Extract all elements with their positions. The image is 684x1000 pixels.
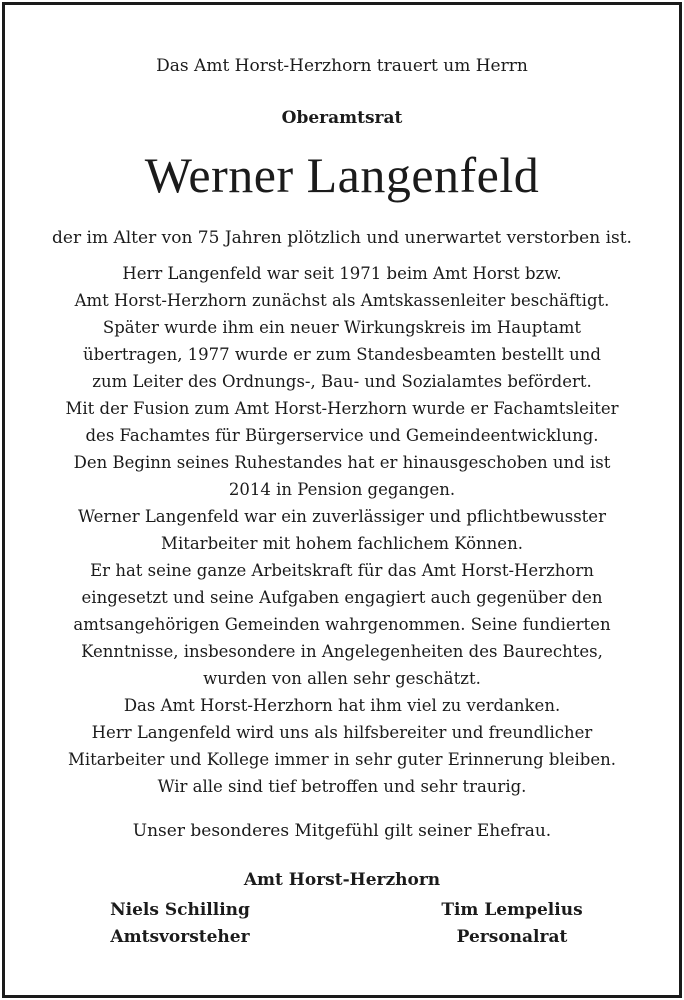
body-line: zum Leiter des Ordnungs-, Bau- und Sozialamtes befördert. xyxy=(92,372,592,391)
age-line: der im Alter von 75 Jahren plötzlich und unerwartet verstorben ist. xyxy=(52,228,632,248)
body-line: Herr Langenfeld wird uns als hilfsbereiter und freundlicher xyxy=(91,723,593,742)
body-line: des Fachamtes für Bürgerservice und Gemeindeentwicklung. xyxy=(85,426,599,445)
signatory-role: Amtsvorsteher xyxy=(110,927,250,947)
body-line: Herr Langenfeld war seit 1971 beim Amt Horst bzw. xyxy=(122,264,562,283)
signatory-right xyxy=(402,897,622,951)
signatory-left xyxy=(70,897,290,951)
deceased-rank: Oberamtsrat xyxy=(281,108,403,128)
body-line: eingesetzt und seine Aufgaben engagiert auch gegenüber den xyxy=(81,588,603,607)
body-line: 2014 in Pension gegangen. xyxy=(228,480,456,499)
body-line: amtsangehörigen Gemeinden wahrgenommen. Seine fundierten xyxy=(73,615,611,634)
obituary-frame xyxy=(2,2,682,998)
body-line: Den Beginn seines Ruhestandes hat er hinausgeschoben und ist xyxy=(73,453,611,472)
body-line: Wir alle sind tief betroffen und sehr traurig. xyxy=(157,777,527,796)
body-line: Kenntnisse, insbesondere in Angelegenheiten des Baurechtes, xyxy=(81,642,603,661)
body-line: wurden von allen sehr geschätzt. xyxy=(203,669,481,688)
body-line: Später wurde ihm ein neuer Wirkungskreis im Hauptamt xyxy=(102,318,582,337)
condolence-line: Unser besonderes Mitgefühl gilt seiner Ehefrau. xyxy=(132,821,552,841)
body-line: Mitarbeiter und Kollege immer in sehr guter Erinnerung bleiben. xyxy=(67,750,616,769)
body-line: übertragen, 1977 wurde er zum Standesbeamten bestellt und xyxy=(83,345,601,364)
signatory-name: Niels Schilling xyxy=(110,900,250,920)
body-line: Mitarbeiter mit hohem fachlichem Können. xyxy=(161,534,523,553)
organization-name: Amt Horst-Herzhorn xyxy=(243,870,441,890)
body-line: Er hat seine ganze Arbeitskraft für das Amt Horst-Herzhorn xyxy=(90,561,594,580)
body-line: Amt Horst-Herzhorn zunächst als Amtskassenleiter beschäftigt. xyxy=(74,291,610,310)
obituary-body xyxy=(5,260,679,800)
signatory-role: Personalrat xyxy=(456,927,568,947)
body-line: Werner Langenfeld war ein zuverlässiger und pflichtbewusster xyxy=(78,507,606,526)
body-line: Das Amt Horst-Herzhorn hat ihm viel zu verdanken. xyxy=(123,696,561,715)
intro-line: Das Amt Horst-Herzhorn trauert um Herrn xyxy=(156,56,528,76)
body-line: Mit der Fusion zum Amt Horst-Herzhorn wurde er Fachamtsleiter xyxy=(65,399,619,418)
signatory-name: Tim Lempelius xyxy=(441,900,583,920)
obituary-notice xyxy=(5,5,679,995)
deceased-name: Werner Langenfeld xyxy=(144,147,540,203)
